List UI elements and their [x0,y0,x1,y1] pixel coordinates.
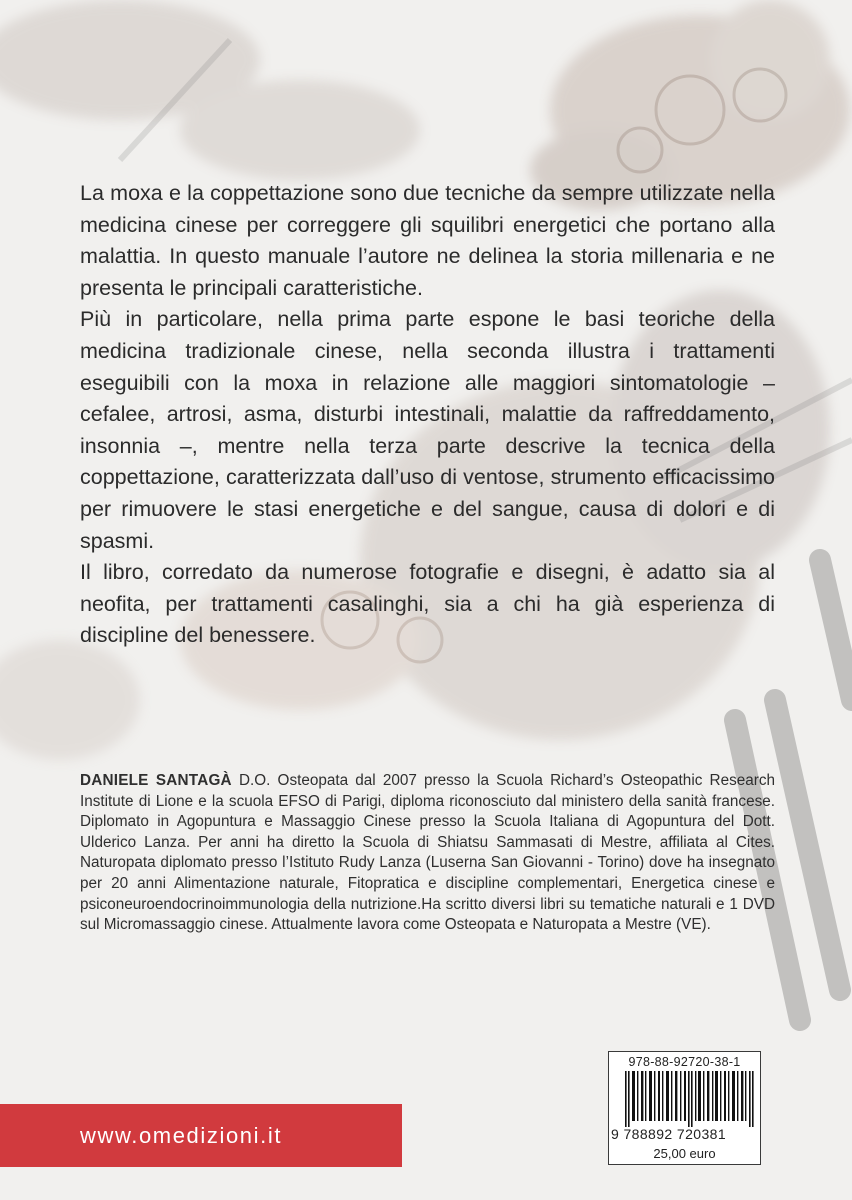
isbn-number: 978-88-92720-38-1 [628,1055,741,1069]
book-description [80,178,775,652]
website-link[interactable]: www.omedizioni.it [80,1123,283,1148]
website-banner [0,1104,402,1167]
description-paragraph-2: Più in particolare, nella prima parte espone le basi teoriche della medicina tradizionale cinese, nella seconda illustra i trattamenti eseguibili con la moxa in relazione alle maggiori sintomatologie – cefalee, artrosi, asma, disturbi intestinali, malattie da raffreddamento, insonnia –, mentre nella terza parte descrive la tecnica della coppettazione, caratterizzata dall’uso di ventose, strumento efficacissimo per rimuovere le stasi energetiche e del sangue, causa di dolori e di spasmi. [80,307,775,553]
barcode-label [608,1051,761,1165]
barcode-icon [623,1071,759,1127]
author-biography [80,771,775,936]
ean-digits: 9 788892 720381 [611,1126,726,1142]
author-name: DANIELE SANTAGÀ [80,772,232,789]
description-paragraph-3: Il libro, corredato da numerose fotografie e disegni, è adatto sia al neofita, per trattamenti casalinghi, sia a chi ha già esperienza di discipline del benessere. [80,560,775,648]
description-paragraph-1: La moxa e la coppettazione sono due tecniche da sempre utilizzate nella medicina cinese per correggere gli squilibri energetici che portano alla malattia. In questo manuale l’autore ne delinea la storia millenaria e ne presenta le principali caratteristiche. [80,181,775,300]
price: 25,00 euro [653,1146,716,1161]
author-bio-text: D.O. Osteopata dal 2007 presso la Scuola Richard’s Osteopathic Research Institute di Lione e la scuola EFSO di Parigi, diploma riconosciuto dal ministero della sanità francese. Diplomato in Agopuntura e Massaggio Cinese presso la Scuola Italiana di Agopuntura del Dott. Ulderico Lanza. Per anni ha diretto la Scuola di Shiatsu Sammasati di Mestre, affiliata al Cites. Naturopata diplomato presso l’Istituto Rudy Lanza (Luserna San Giovanni - Torino) dove ha insegnato per 20 anni Alimentazione naturale, Fitopratica e discipline complementari, Energetica cinese e psiconeuroendocrinoimmunologia della nutrizione.Ha scritto diversi libri su tematiche naturali e 1 DVD sul Micromassaggio cinese. Attualmente lavora come Osteopata e Naturopata a Mestre (VE). [80,772,775,934]
